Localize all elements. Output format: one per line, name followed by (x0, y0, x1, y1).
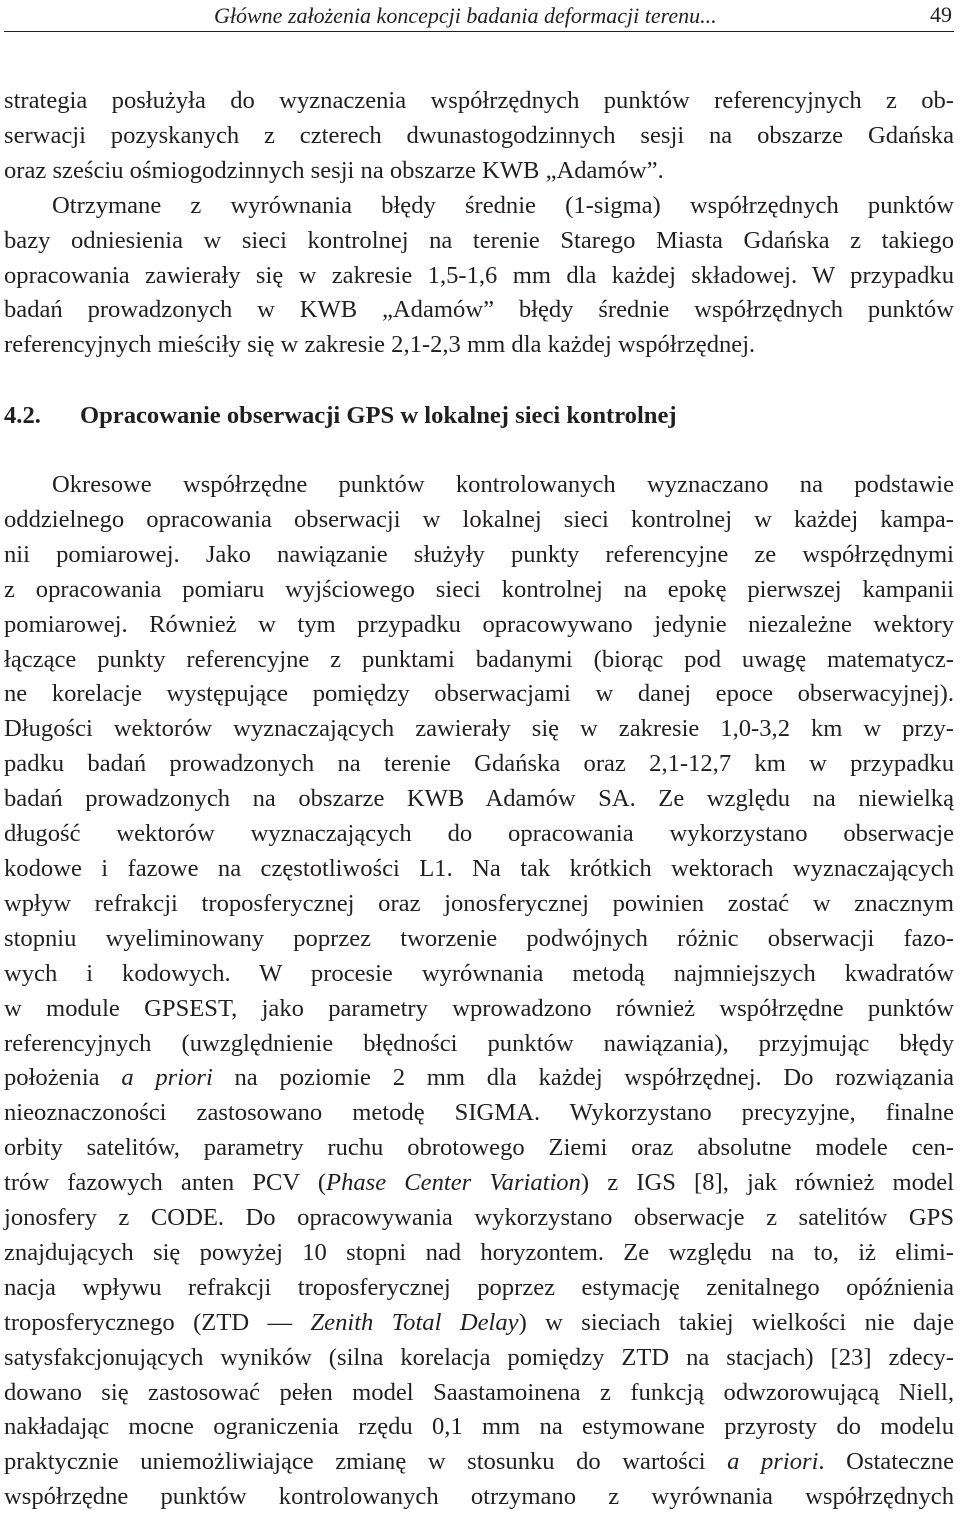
text-line: badań prowadzonych w KWB „Adamów” błędy średnie współrzędnych punktów (4, 296, 954, 324)
text-line: stopniu wyeliminowany poprzez tworzenie podwójnych różnic obserwacji fazo- (4, 924, 954, 952)
text-line: trów fazowych anten PCV (Phase Center Variation) z IGS [8], jak również model (4, 1169, 954, 1197)
running-title: Główne założenia koncepcji badania deformacji terenu... (214, 3, 717, 28)
text-line: bazy odniesienia w sieci kontrolnej na terenie Starego Miasta Gdańska z takiego (4, 226, 954, 254)
italic-term: Zenith Total Delay (310, 1308, 519, 1336)
text-line: łączące punkty referencyjne z punktami badanymi (biorąc pod uwagę matematycz- (4, 645, 954, 673)
text-line: kodowe i fazowe na częstotliwości L1. Na tak krótkich wektorach wyznaczających (4, 854, 954, 882)
text-line: nieoznaczoności zastosowano metodę SIGMA. Wykorzystano precyzyjne, finalne (4, 1099, 954, 1127)
text-line: w module GPSEST, jako parametry wprowadzono również współrzędne punktów (4, 994, 954, 1022)
section-number: 4.2. (4, 402, 41, 429)
text-line: Okresowe współrzędne punktów kontrolowanych wyznaczano na podstawie (52, 471, 954, 498)
text-line: pomiarowej. Również w tym przypadku opracowywano jedynie niezależne wektory (4, 610, 954, 638)
body-paragraph-1 (4, 84, 954, 363)
text-line: nii pomiarowej. Jako nawiązanie służyły punkty referencyjne ze współrzędnymi (4, 540, 954, 568)
text-line: ne korelacje występujące pomiędzy obserwacjami w danej epoce obserwacyjnej). (4, 680, 954, 708)
text-line: współrzędne punktów kontrolowanych otrzymano z wyrównania współrzędnych (4, 1483, 954, 1511)
text-line: wpływ refrakcji troposferycznej oraz jonosferycznej powinien zostać w znacznym (4, 889, 954, 917)
text-line: długość wektorów wyznaczających do opracowania wykorzystano obserwacje (4, 820, 954, 848)
text-line: nacja wpływu refrakcji troposferycznej poprzez estymację zenitalnego opóźnienia (4, 1273, 954, 1301)
text-line: referencyjnych mieściły się w zakresie 2,1-2,3 mm dla każdej współrzędnej. (4, 331, 756, 359)
text-line: orbity satelitów, parametry ruchu obrotowego Ziemi oraz absolutne modele cen- (4, 1134, 954, 1162)
running-header (4, 0, 954, 30)
body-paragraph-2 (4, 468, 954, 1515)
text-line: dowano się zastosować pełen model Saastamoinena z funkcją odwzorowującą Niell, (4, 1378, 954, 1406)
text-line: badań prowadzonych na obszarze KWB Adamów SA. Ze względu na niewielką (4, 785, 954, 813)
page-number: 49 (930, 2, 952, 27)
text-line: jonosfery z CODE. Do opracowywania wykorzystano obserwacje z satelitów GPS (4, 1204, 954, 1232)
text-line: referencyjnych (uwzględnienie błędności punktów nawiązania), przyjmując błędy (4, 1029, 954, 1057)
text-line: serwacji pozyskanych z czterech dwunastogodzinnych sesji na obszarze Gdańska (4, 121, 954, 149)
text-line: znajdujących się powyżej 10 stopni nad horyzontem. Ze względu na to, iż elimi- (4, 1238, 954, 1266)
italic-term: Phase Center Variation (326, 1169, 581, 1197)
text-line: z opracowania pomiaru wyjściowego sieci kontrolnej na epokę pierwszej kampanii (4, 575, 954, 603)
italic-term: a priori (121, 1064, 213, 1092)
header-divider (4, 31, 954, 32)
text-line: oddzielnego opracowania obserwacji w lokalnej sieci kontrolnej w każdej kampa- (4, 505, 954, 533)
text-line: oraz sześciu ośmiogodzinnych sesji na obszarze KWB „Adamów”. (4, 156, 664, 184)
text-line: opracowania zawierały się w zakresie 1,5-1,6 mm dla każdej składowej. W przypadku (4, 261, 954, 289)
section-title: Opracowanie obserwacji GPS w lokalnej sieci kontrolnej (80, 402, 677, 429)
text-line: nakładając mocne ograniczenia rzędu 0,1 mm na estymowane przyrosty do modelu (4, 1413, 954, 1441)
text-line: Otrzymane z wyrównania błędy średnie (1-sigma) współrzędnych punktów (52, 191, 954, 219)
text-line: Długości wektorów wyznaczających zawierały się w zakresie 1,0-3,2 km w przy- (4, 715, 954, 743)
text-line: satysfakcjonujących wyników (silna korelacja pomiędzy ZTD na stacjach) [23] zdecy- (4, 1343, 954, 1371)
text-line: położenia a priori na poziomie 2 mm dla każdej współrzędnej. Do rozwiązania (4, 1064, 954, 1092)
section-heading (4, 399, 954, 433)
text-line: troposferycznego (ZTD — Zenith Total Delay) w sieciach takiej wielkości nie daje (4, 1308, 954, 1336)
italic-term: a priori (727, 1448, 819, 1476)
text-line: padku badań prowadzonych na terenie Gdańska oraz 2,1-12,7 km w przypadku (4, 750, 954, 778)
text-line: wych i kodowych. W procesie wyrównania metodą najmniejszych kwadratów (4, 959, 954, 987)
text-line: strategia posłużyła do wyznaczenia współrzędnych punktów referencyjnych z ob- (4, 87, 954, 114)
text-line: praktycznie uniemożliwiające zmianę w stosunku do wartości a priori. Ostateczne (4, 1448, 954, 1476)
